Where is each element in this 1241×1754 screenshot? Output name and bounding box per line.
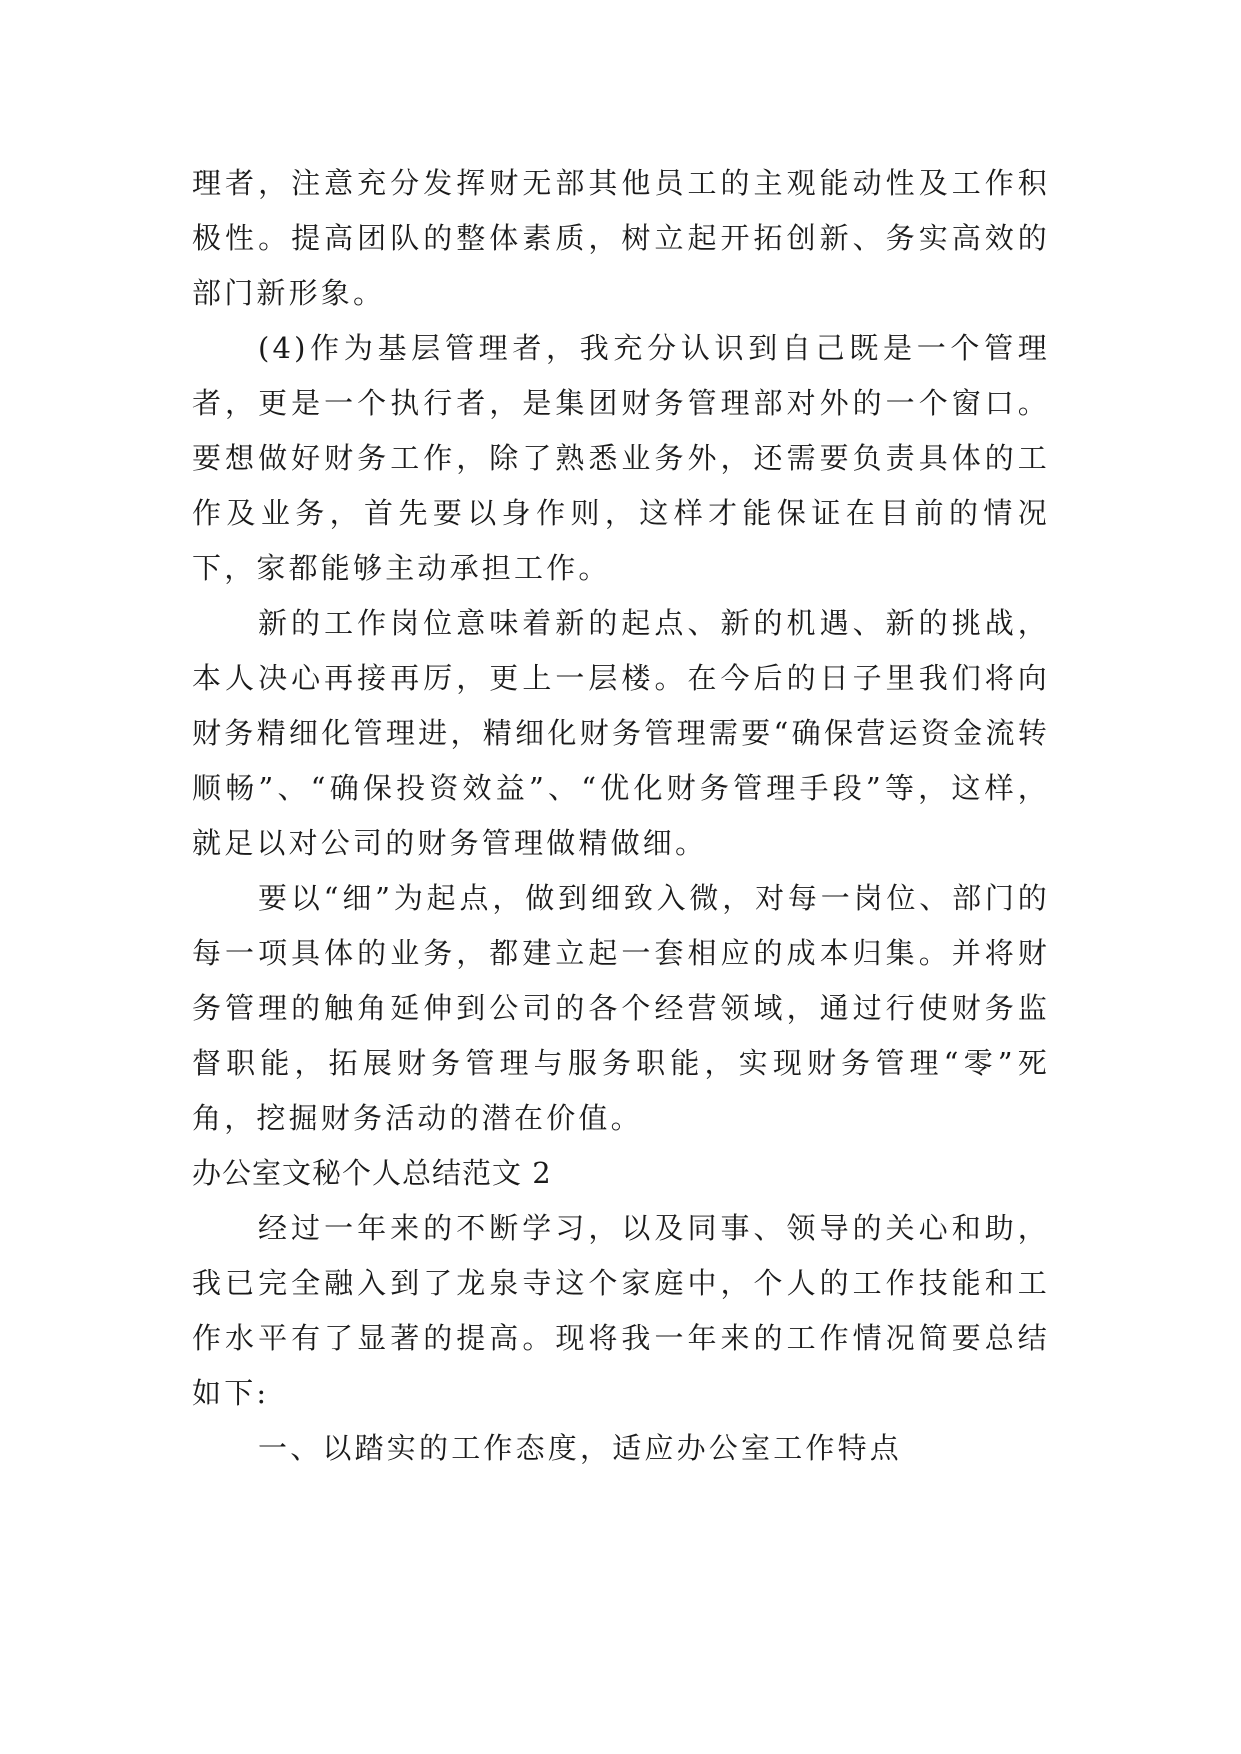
paragraph-item-4: (4)作为基层管理者，我充分认识到自己既是一个管理者，更是一个执行者，是集团财务管理部对外的一个窗口。要想做好财务工作，除了熟悉业务外，还需要负责具体的工作及业务，首先要以身作则，这样才能保证在目前的情况下，家都能够主动承担工作。 bbox=[192, 331, 1050, 585]
paragraph-intro: 经过一年来的不断学习，以及同事、领导的关心和助，我已完全融入到了龙泉寺这个家庭中，个人的工作技能和工作水平有了显著的提高。现将我一年来的工作情况简要总结如下: bbox=[192, 1211, 1050, 1410]
paragraph-continued: 理者，注意充分发挥财无部其他员工的主观能动性及工作积极性。提高团队的整体素质，树立起开拓创新、务实高效的部门新形象。 bbox=[192, 166, 1050, 310]
document-page bbox=[192, 156, 1050, 1476]
section-title: 办公室文秘个人总结范文 2 bbox=[192, 1156, 552, 1190]
paragraph-detail-start: 要以“细”为起点，做到细致入微，对每一岗位、部门的每一项具体的业务，都建立起一套相应的成本归集。并将财务管理的触角延伸到公司的各个经营领域，通过行使财务监督职能，拓展财务管理与服务职能，实现财务管理“零”死角，挖掘财务活动的潜在价值。 bbox=[192, 881, 1050, 1135]
paragraph-new-position: 新的工作岗位意味着新的起点、新的机遇、新的挑战，本人决心再接再厉，更上一层楼。在今后的日子里我们将向财务精细化管理进，精细化财务管理需要“确保营运资金流转顺畅”、“确保投资效益”、“优化财务管理手段”等，这样，就足以对公司的财务管理做精做细。 bbox=[192, 606, 1050, 860]
subheading-one: 一、以踏实的工作态度，适应办公室工作特点 bbox=[258, 1431, 903, 1465]
